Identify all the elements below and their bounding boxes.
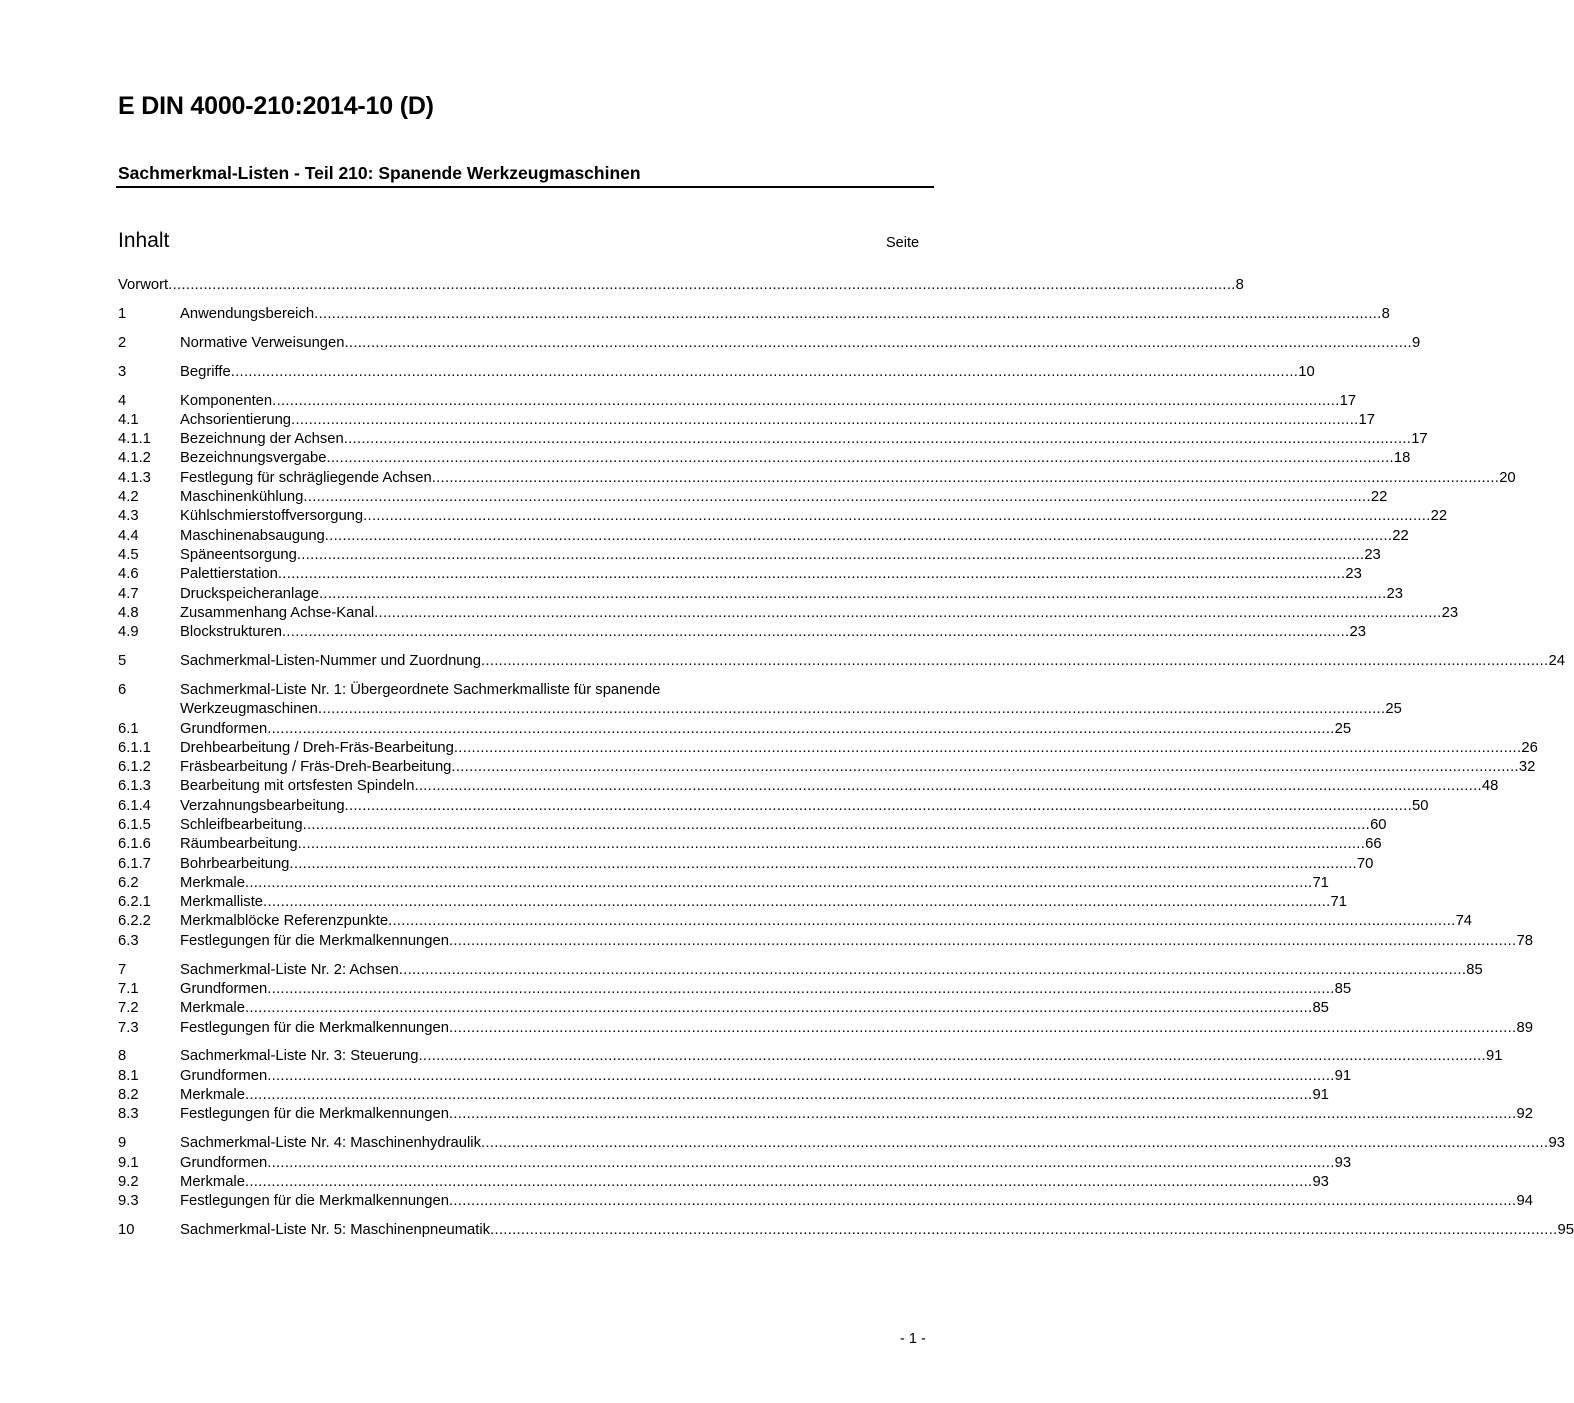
toc-entry[interactable] (118, 961, 1483, 980)
toc-entry-number: 6.1.3 (118, 778, 151, 795)
toc-entry-page: 50 (1412, 797, 1429, 814)
title-rule (116, 186, 934, 188)
toc-entry[interactable] (118, 488, 1388, 507)
toc-entry-page: 32 (1518, 759, 1536, 776)
toc-dot-leader (363, 507, 1430, 526)
toc-entry[interactable] (118, 777, 1499, 796)
toc-entry-title: Drehbearbeitung / Dreh-Fräs-Bearbeitung (180, 739, 454, 756)
toc-dot-leader (282, 623, 1349, 642)
toc-dot-leader (245, 999, 1312, 1018)
toc-entry-number: 9.2 (118, 1173, 139, 1190)
toc-dot-leader (303, 488, 1370, 507)
toc-entry[interactable] (118, 565, 1362, 584)
toc-entry-number: 6.2 (118, 874, 139, 891)
toc-entry-page: 23 (1364, 546, 1381, 563)
toc-entry-page: 25 (1385, 701, 1402, 718)
toc-entry-number: 7.1 (118, 980, 139, 997)
toc-entry-title: Sachmerkmal-Liste Nr. 4: Maschinenhydraulik (180, 1135, 481, 1152)
toc-entry-page: 20 (1499, 469, 1516, 486)
toc-entry-number: 4.3 (118, 508, 139, 525)
toc-entry-title: Bezeichnungsvergabe (180, 450, 327, 467)
toc-entry-page: 22 (1392, 527, 1409, 544)
toc-entry-title: Vorwort (118, 277, 169, 293)
toc-entry[interactable] (118, 720, 1352, 739)
toc-entry[interactable] (118, 1067, 1352, 1086)
toc-dot-leader (345, 334, 1412, 353)
toc-entry-title: Merkmale (180, 874, 245, 891)
toc-entry-number: 7.2 (118, 1000, 139, 1017)
toc-entry[interactable] (118, 652, 1565, 671)
toc-entry-number: 8.2 (118, 1087, 139, 1104)
toc-entry-title: Grundformen (180, 980, 268, 997)
toc-dot-leader (326, 449, 1393, 468)
toc-entry-number: 6.1.1 (118, 739, 151, 756)
toc-dot-leader (388, 912, 1455, 931)
toc-dot-leader (449, 932, 1516, 951)
toc-entry[interactable] (118, 1105, 1533, 1124)
toc-dot-leader (278, 565, 1345, 584)
toc-entry-number: 6.1 (118, 720, 139, 737)
toc-dot-leader (267, 980, 1334, 999)
toc-entry-page: 23 (1386, 585, 1403, 602)
toc-entry-title: Normative Verweisungen (180, 334, 345, 351)
toc-entry-title: Bezeichnung der Achsen (180, 431, 344, 448)
toc-entry-number: 8.1 (118, 1067, 139, 1084)
page-number: - 1 - (900, 1331, 926, 1347)
toc-entry-page: 66 (1365, 836, 1382, 853)
toc-entry[interactable] (118, 363, 1315, 382)
toc-entry-title: Sachmerkmal-Liste Nr. 3: Steuerung (180, 1048, 419, 1065)
toc-dot-leader (449, 1019, 1516, 1038)
toc-dot-leader (318, 700, 1385, 719)
toc-entry-page: 18 (1393, 450, 1411, 467)
toc-entry-number: 4.8 (118, 604, 139, 621)
toc-entry-title: Festlegungen für die Merkmalkennungen (180, 1106, 449, 1123)
toc-entry-title: Merkmale (180, 1000, 245, 1017)
toc-entry-title: Fräsbearbeitung / Fräs-Dreh-Bearbeitung (180, 759, 452, 776)
toc-entry-page: 17 (1339, 392, 1357, 409)
toc-dot-leader (291, 411, 1358, 430)
toc-entry[interactable] (118, 623, 1366, 642)
toc-entry-title: Merkmalblöcke Referenzpunkte (180, 913, 389, 930)
toc-entry-number: 9.3 (118, 1193, 139, 1210)
toc-dot-leader (419, 1047, 1486, 1066)
toc-dot-leader (267, 1067, 1334, 1086)
toc-entry-title: Zusammenhang Achse-Kanal (180, 604, 375, 621)
toc-entry-page: 48 (1481, 778, 1499, 795)
toc-entry[interactable] (118, 700, 1402, 719)
toc-entry[interactable] (118, 527, 1409, 546)
toc-dot-leader (490, 1221, 1557, 1240)
toc-entry[interactable] (118, 392, 1357, 411)
toc-entry-page: 71 (1330, 894, 1347, 911)
toc-entry-number: 4.5 (118, 546, 139, 563)
toc-dot-leader (449, 1105, 1516, 1124)
toc-dot-leader (245, 1173, 1312, 1192)
toc-entry-title: Maschinenabsaugung (180, 527, 325, 544)
toc-entry[interactable] (118, 980, 1352, 999)
toc-dot-leader (298, 835, 1365, 854)
toc-entry-page: 91 (1485, 1048, 1503, 1065)
toc-entry-number: 6.2.1 (118, 894, 151, 911)
toc-entry-page: 74 (1455, 913, 1473, 930)
toc-dot-leader (344, 430, 1411, 449)
toc-entry[interactable] (118, 585, 1403, 604)
toc-entry-page: 25 (1334, 720, 1352, 737)
toc-entry-number: 3 (118, 363, 127, 380)
toc-entry-number: 6.1.7 (118, 855, 151, 872)
toc-entry[interactable] (118, 999, 1329, 1018)
toc-entry-page: 8 (1381, 305, 1390, 322)
toc-entry[interactable] (118, 305, 1390, 324)
toc-entry-page: 17 (1411, 431, 1428, 448)
toc-dot-leader (263, 893, 1330, 912)
toc-dot-leader (314, 305, 1381, 324)
toc-entry-number: 4.2 (118, 489, 139, 506)
toc-entry-number: 7.3 (118, 1019, 139, 1036)
toc-dot-leader (231, 363, 1298, 382)
toc-entry-page: 85 (1312, 1000, 1329, 1017)
toc-entry-title: Bearbeitung mit ortsfesten Spindeln (180, 778, 415, 795)
toc-dot-leader (454, 739, 1521, 758)
toc-entry-title: Merkmalliste (180, 894, 264, 911)
toc-entry-page: 94 (1516, 1193, 1533, 1210)
toc-entry-number: 9.1 (118, 1154, 139, 1171)
toc-entry-title: Sachmerkmal-Liste Nr. 2: Achsen (180, 961, 399, 978)
document-id: E DIN 4000-210:2014-10 (D) (118, 92, 434, 120)
toc-dot-leader (245, 874, 1312, 893)
toc-entry-page: 91 (1312, 1087, 1329, 1104)
toc-entry[interactable] (118, 797, 1429, 816)
toc-dot-leader (267, 1154, 1334, 1173)
toc-entry-page: 24 (1548, 653, 1565, 670)
toc-dot-leader (297, 546, 1364, 565)
toc-entry-title: Komponenten (180, 392, 273, 409)
toc-entry[interactable] (118, 1192, 1533, 1211)
toc-entry-title: Sachmerkmal-Liste Nr. 1: Übergeordnete Sachmerkmalliste für spanende (180, 681, 661, 698)
toc-dot-leader (345, 797, 1412, 816)
toc-entry-number: 4.1.3 (118, 469, 151, 486)
toc-dot-leader (168, 276, 1235, 295)
toc-entry-number: 6.1.6 (118, 836, 151, 853)
toc-dot-leader (414, 777, 1481, 796)
toc-dot-leader (374, 604, 1441, 623)
toc-entry-title: Maschinenkühlung (180, 489, 304, 506)
toc-entry-page: 95 (1557, 1222, 1574, 1238)
toc-entry-number: 6.1.5 (118, 816, 151, 833)
toc-entry-number: 2 (118, 334, 127, 351)
toc-entry-title: Werkzeugmaschinen (180, 701, 318, 718)
toc-entry-page: 93 (1334, 1154, 1352, 1171)
toc-entry[interactable] (118, 893, 1347, 912)
toc-entry[interactable] (118, 758, 1536, 777)
toc-entry-title: Kühlschmierstoffversorgung (180, 508, 364, 525)
toc-entry[interactable] (118, 912, 1473, 931)
toc-entry-number: 5 (118, 653, 127, 670)
toc-entry[interactable] (118, 430, 1428, 449)
toc-entry-title: Blockstrukturen (180, 624, 282, 641)
toc-entry-title: Schleifbearbeitung (180, 816, 303, 833)
toc-entry-number: 1 (118, 305, 127, 322)
toc-dot-leader (303, 816, 1370, 835)
toc-entry-page: 9 (1411, 334, 1421, 351)
toc-dot-leader (289, 855, 1356, 874)
toc-entry[interactable] (118, 835, 1382, 854)
toc-entry[interactable] (118, 469, 1516, 488)
toc-entry-page: 91 (1334, 1067, 1352, 1084)
toc-entry[interactable] (118, 855, 1374, 874)
toc-entry[interactable] (118, 507, 1448, 526)
toc-entry-title: Grundformen (180, 1154, 268, 1171)
toc-entry-page: 26 (1521, 739, 1538, 756)
toc-entry-title: Merkmale (180, 1087, 245, 1104)
toc-entry-title: Merkmale (180, 1173, 245, 1190)
toc-entry-title: Bohrbearbeitung (180, 855, 290, 872)
toc-entry[interactable] (118, 334, 1421, 353)
toc-dot-leader (432, 469, 1499, 488)
toc-dot-leader (267, 720, 1334, 739)
toc-entry-page: 92 (1516, 1106, 1533, 1123)
toc-entry-number: 4 (118, 392, 127, 409)
toc-entry-title: Grundformen (180, 1067, 268, 1084)
toc-entry-title: Begriffe (180, 363, 231, 380)
toc-entry-page: 70 (1356, 855, 1374, 872)
toc-entry[interactable] (118, 546, 1381, 565)
toc-entry-page: 71 (1312, 874, 1329, 891)
toc-entry-number: 7 (118, 961, 127, 978)
toc-entry-page: 10 (1298, 363, 1315, 380)
toc-dot-leader (325, 527, 1392, 546)
toc-entry-page: 17 (1358, 411, 1375, 428)
toc-entry[interactable] (118, 874, 1329, 893)
toc-entry-number: 4.1 (118, 411, 139, 428)
toc-entry-page: 85 (1466, 961, 1483, 978)
toc-entry-number: 8 (118, 1048, 127, 1065)
toc-entry-page: 78 (1516, 932, 1533, 949)
toc-heading: Inhalt (118, 229, 170, 252)
toc-entry-number: 6.3 (118, 932, 139, 949)
toc-entry[interactable] (118, 816, 1387, 835)
page-column-label: Seite (886, 235, 920, 251)
toc-entry-title: Späneentsorgung (180, 546, 297, 563)
toc-entry-title: Druckspeicheranlage (180, 585, 320, 602)
toc-entry-number: 4.1.1 (118, 431, 151, 448)
toc-entry-page: 8 (1235, 277, 1244, 293)
toc-entry-number: 6.2.2 (118, 913, 151, 930)
toc-entry-page: 93 (1548, 1135, 1565, 1152)
toc-entry-number: 4.1.2 (118, 450, 151, 467)
toc-entry[interactable] (118, 1173, 1329, 1192)
toc-entry-number: 9 (118, 1135, 127, 1152)
toc-entry-number: 6 (118, 681, 127, 698)
toc-dot-leader (245, 1086, 1312, 1105)
toc-entry-number: 8.3 (118, 1106, 139, 1123)
toc-entry-number: 6.1.2 (118, 759, 151, 776)
toc-entry-page: 23 (1345, 566, 1362, 583)
document-subtitle: Sachmerkmal-Listen - Teil 210: Spanende Werkzeugmaschinen (118, 163, 641, 183)
toc-entry-number: 4.6 (118, 566, 139, 583)
toc-entry-title: Anwendungsbereich (180, 305, 315, 322)
toc-entry[interactable] (118, 276, 1244, 295)
toc-entry[interactable] (118, 1154, 1352, 1173)
toc-dot-leader (451, 758, 1518, 777)
toc-entry-page: 22 (1370, 489, 1388, 506)
toc-entry-page: 85 (1334, 980, 1352, 997)
toc-entry-title: Achsorientierung (180, 411, 292, 428)
table-of-contents (118, 276, 1574, 1240)
toc-dot-leader (272, 392, 1339, 411)
toc-entry-title: Festlegungen für die Merkmalkennungen (180, 932, 449, 949)
toc-dot-leader (399, 961, 1466, 980)
toc-dot-leader (481, 652, 1548, 671)
toc-dot-leader (481, 1134, 1548, 1153)
toc-entry[interactable] (118, 1221, 1574, 1240)
toc-entry[interactable] (118, 1047, 1503, 1066)
toc-entry-number: 4.9 (118, 624, 139, 641)
toc-entry[interactable] (118, 604, 1459, 623)
toc-entry[interactable] (118, 932, 1533, 951)
toc-entry-page: 60 (1370, 816, 1387, 833)
toc-entry-title: Räumbearbeitung (180, 836, 298, 853)
toc-entry-title: Festlegungen für die Merkmalkennungen (180, 1193, 449, 1210)
toc-entry-page: 89 (1516, 1019, 1533, 1036)
toc-entry-number: 4.4 (118, 527, 139, 544)
toc-entry[interactable] (118, 1134, 1565, 1153)
toc-entry-title: Festlegungen für die Merkmalkennungen (180, 1019, 449, 1036)
toc-dot-leader (449, 1192, 1516, 1211)
toc-entry-page: 93 (1312, 1173, 1329, 1190)
toc-entry-page: 23 (1349, 624, 1366, 641)
toc-entry-title: Palettierstation (180, 566, 278, 583)
toc-entry[interactable] (118, 411, 1375, 430)
toc-entry-title: Festlegung für schrägliegende Achsen (180, 469, 432, 486)
toc-entry-title: Sachmerkmal-Liste Nr. 5: Maschinenpneumatik (180, 1222, 491, 1238)
toc-entry-title: Sachmerkmal-Listen-Nummer und Zuordnung (180, 653, 481, 670)
toc-entry[interactable] (118, 681, 932, 700)
toc-entry-title: Grundformen (180, 720, 268, 737)
toc-entry-page: 22 (1430, 508, 1448, 525)
toc-entry-number: 4.7 (118, 585, 139, 602)
toc-entry[interactable] (118, 1086, 1329, 1105)
toc-entry-title: Verzahnungsbearbeitung (180, 797, 345, 814)
toc-entry-page: 23 (1441, 604, 1459, 621)
toc-entry[interactable] (118, 449, 1411, 468)
toc-entry[interactable] (118, 1019, 1533, 1038)
toc-dot-leader (319, 585, 1386, 604)
toc-entry-number: 10 (118, 1222, 135, 1238)
toc-entry[interactable] (118, 739, 1538, 758)
toc-entry-number: 6.1.4 (118, 797, 151, 814)
